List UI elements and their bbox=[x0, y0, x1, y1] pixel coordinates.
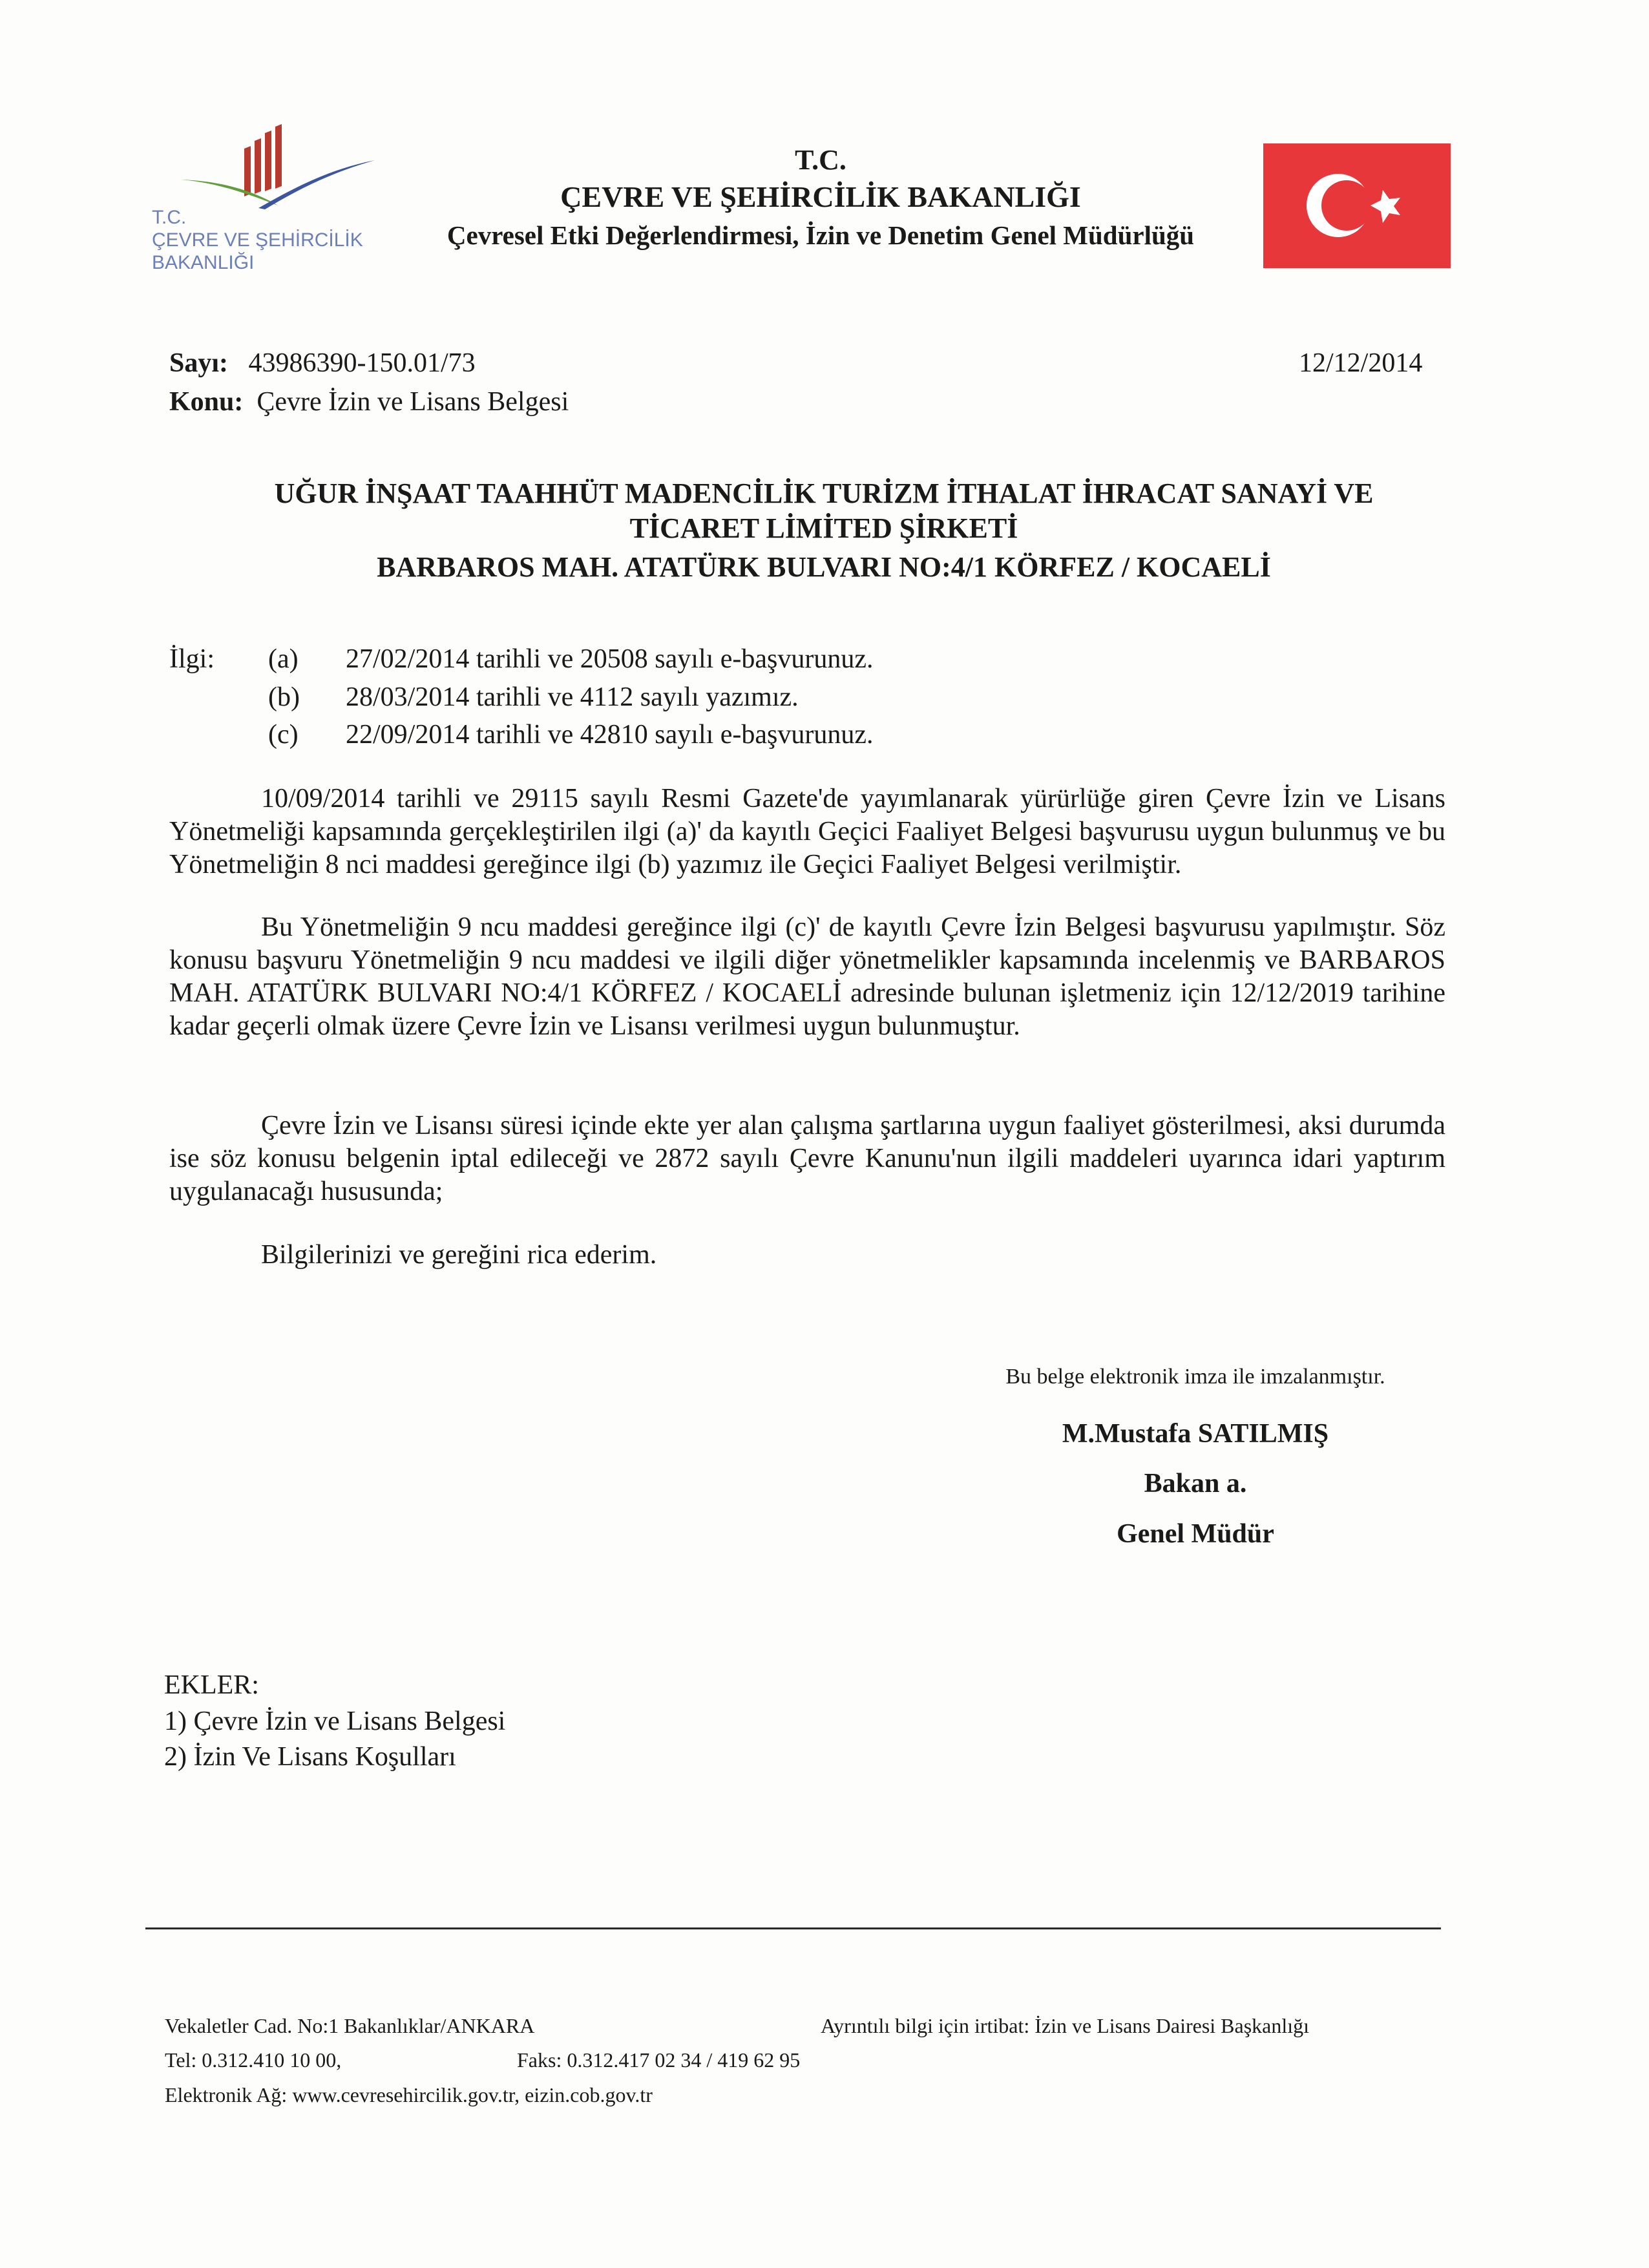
footer-divider bbox=[145, 1927, 1441, 1929]
turkish-flag bbox=[1263, 143, 1451, 268]
footer-address: Vekaletler Cad. No:1 Bakanlıklar/ANKARA bbox=[165, 2014, 535, 2037]
logo-tc-text: T.C. bbox=[152, 207, 187, 228]
ilgi-letter: (b) bbox=[268, 682, 300, 712]
signatory-title-2: Genel Müdür bbox=[1117, 1519, 1274, 1549]
addressee-address: BARBAROS MAH. ATATÜRK BULVARI NO:4/1 KÖRFEZ / KOCAELİ bbox=[377, 551, 1271, 583]
addressee-line-1: UĞUR İNŞAAT TAAHHÜT MADENCİLİK TURİZM İTHALAT İHRACAT SANAYİ VE bbox=[274, 478, 1374, 509]
body-paragraph-2: Bu Yönetmeliğin 9 ncu maddesi gereğince ilgi (c)' de kayıtlı Çevre İzin Belgesi başvurusu yapılmıştır. Söz konusu başvuru Yönetmeliğin 9 ncu maddesi ve ilgili diğer yönetmelikler kapsamında incelenmiş ve BARBAROS MAH. ATATÜRK BULVARI NO:4/1 KÖRFEZ / KOCAELİ adresinde bulunan işletmeniz için 12/12/2019 tarihine kadar geçerli olmak üzere Çevre İzin ve Lisansı verilmesi uygun bulunmuştur. bbox=[169, 912, 1445, 1041]
ministry-logo bbox=[152, 123, 384, 291]
header-department: Çevresel Etki Değerlendirmesi, İzin ve Denetim Genel Müdürlüğü bbox=[446, 220, 1195, 250]
crescent-star-icon bbox=[1263, 143, 1451, 268]
logo-ministry-text: ÇEVRE VE ŞEHİRCİLİK bbox=[152, 229, 363, 251]
ilgi-label: İlgi: bbox=[169, 644, 215, 674]
body-paragraph-1: 10/09/2014 tarihli ve 29115 sayılı Resmi Gazete'de yayımlanarak yürürlüğe giren Çevre İzin ve Lisans Yönetmeliği kapsamında gerçekleştirilen ilgi (a)' da kayıtlı Geçici Faaliyet Belgesi başvurusu uygun bulunmuş ve bu Yönetmeliğin 8 nci maddesi gereğince ilgi (b) yazımız ile Geçici Faaliyet Belgesi verilmiştir. bbox=[169, 784, 1445, 879]
ilgi-text: 27/02/2014 tarihli ve 20508 sayılı e-başvurunuz. bbox=[346, 644, 874, 674]
e-signature-note: Bu belge elektronik imza ile imzalanmıştır. bbox=[1005, 1365, 1385, 1389]
konu-value: Çevre İzin ve Lisans Belgesi bbox=[257, 387, 569, 417]
document-date: 12/12/2014 bbox=[1299, 348, 1423, 378]
footer-fax: Faks: 0.312.417 02 34 / 419 62 95 bbox=[517, 2048, 801, 2072]
attachment-item: 2) İzin Ve Lisans Koşulları bbox=[164, 1742, 456, 1772]
ministry-logo-icon bbox=[168, 123, 375, 226]
attachment-item: 1) Çevre İzin ve Lisans Belgesi bbox=[164, 1706, 506, 1736]
signatory-name: M.Mustafa SATILMIŞ bbox=[1062, 1419, 1329, 1449]
header-tc: T.C. bbox=[795, 144, 846, 176]
sayi-value: 43986390-150.01/73 bbox=[248, 348, 476, 378]
ilgi-item bbox=[268, 644, 874, 675]
footer-phone: Tel: 0.312.410 10 00, bbox=[165, 2048, 342, 2072]
body-paragraph-3: Çevre İzin ve Lisansı süresi içinde ekte yer alan çalışma şartlarına uygun faaliyet gösterilmesi, aksi durumda ise söz konusu belgenin iptal edileceği ve 2872 sayılı Çevre Kanunu'nun ilgili maddeleri uyarınca idari yaptırım uygulanacağı hususunda; bbox=[169, 1111, 1445, 1206]
reference-number bbox=[169, 348, 476, 379]
signatory-title-1: Bakan a. bbox=[1144, 1469, 1247, 1498]
ilgi-text: 22/09/2014 tarihli ve 42810 sayılı e-başvurunuz. bbox=[346, 720, 874, 750]
ilgi-item bbox=[268, 719, 874, 750]
ilgi-text: 28/03/2014 tarihli ve 4112 sayılı yazımız. bbox=[346, 682, 799, 712]
footer-contact-info: Ayrıntılı bilgi için irtibat: İzin ve Lisans Dairesi Başkanlığı bbox=[821, 2014, 1310, 2037]
konu-label: Konu: bbox=[169, 387, 244, 417]
header-ministry: ÇEVRE VE ŞEHİRCİLİK BAKANLIĞI bbox=[560, 180, 1081, 213]
logo-bakanligi-text: BAKANLIĞI bbox=[152, 252, 255, 273]
ilgi-letter: (c) bbox=[268, 720, 299, 750]
attachments-label: EKLER: bbox=[164, 1670, 259, 1700]
addressee-line-2: TİCARET LİMİTED ŞİRKETİ bbox=[629, 512, 1018, 544]
ilgi-item bbox=[268, 682, 799, 713]
footer-web: Elektronik Ağ: www.cevresehircilik.gov.tr, eizin.cob.gov.tr bbox=[165, 2083, 653, 2106]
subject bbox=[169, 386, 569, 417]
closing-sentence: Bilgilerinizi ve gereğini rica ederim. bbox=[261, 1240, 657, 1270]
ilgi-letter: (a) bbox=[268, 644, 299, 674]
sayi-label: Sayı: bbox=[169, 348, 229, 378]
